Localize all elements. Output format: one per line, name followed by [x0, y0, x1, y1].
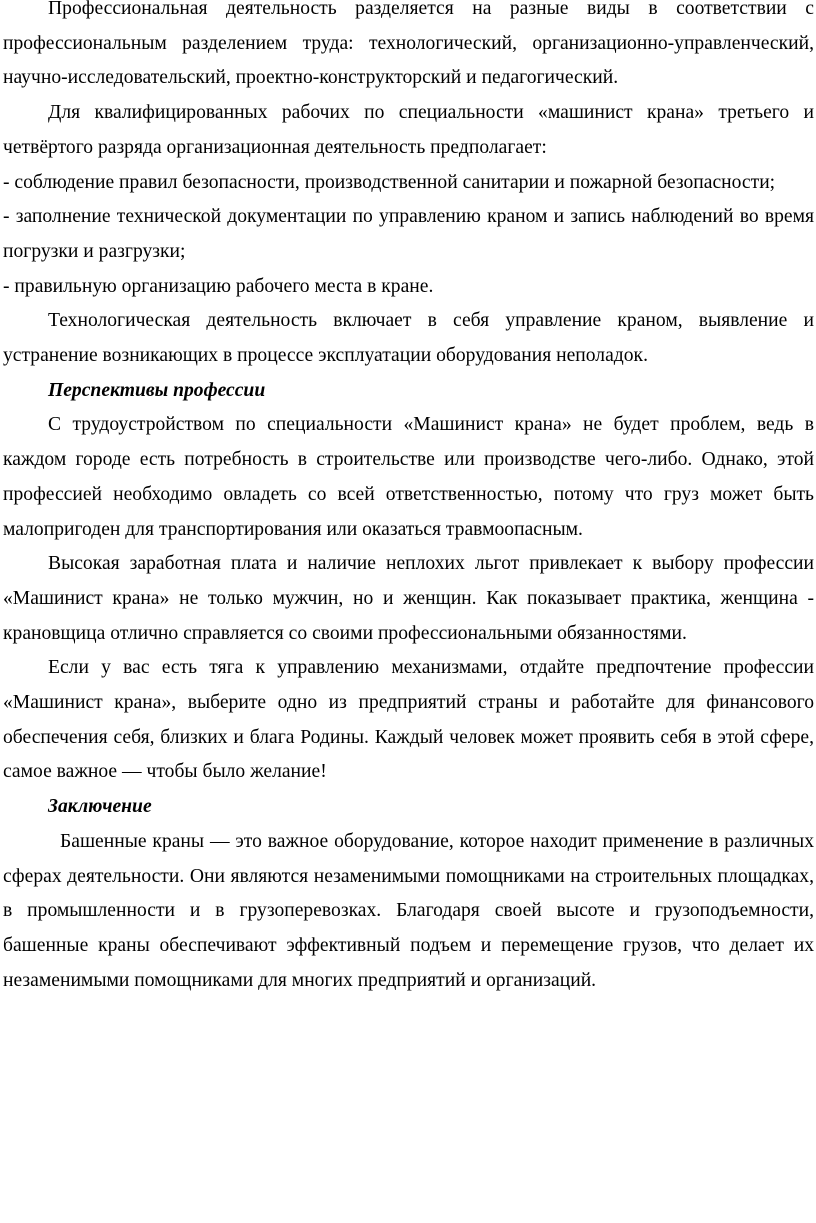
list-item-safety: - соблюдение правил безопасности, производственной санитарии и пожарной безопасности; [3, 171, 776, 193]
paragraph-preference: Если у вас есть тяга к управлению механизмами, отдайте предпочтение профессии «Машинист крана», выберите одно из предприятий страны и работайте для финансового обеспечения себя, близких и блага Родины. Каждый человек может проявить себя в этой сфере, самое важное — чтобы было желание! [3, 657, 814, 783]
paragraph-salary: Высокая заработная плата и наличие неплохих льгот привлекает к выбору профессии «Машинист крана» не только мужчин, но и женщин. Как показывает практика, женщина - крановщица отлично справляется со своими профессиональными обязанностями. [3, 553, 814, 644]
list-item-documentation: - заполнение технической документации по управлению краном и запись наблюдений во время погрузки и разгрузки; [3, 206, 814, 262]
heading-prospects: Перспективы профессии [48, 379, 266, 401]
paragraph-organizational-activity: Для квалифицированных рабочих по специальности «машинист крана» третьего и четвёртого разряда организационная деятельность предполагает: [3, 102, 814, 158]
paragraph-activity-types: Профессиональная деятельность разделяется на разные виды в соответствии с профессиональным разделением труда: технологический, организационно-управленческий, научно-исследовательский, проектно-конструкторский и педагогический. [3, 0, 814, 89]
paragraph-technological-activity: Технологическая деятельность включает в себя управление краном, выявление и устранение возникающих в процессе эксплуатации оборудования неполадок. [3, 310, 814, 367]
paragraph-employment: С трудоустройством по специальности «Машинист крана» не будет проблем, ведь в каждом городе есть потребность в строительстве или производстве чего-либо. Однако, этой профессией необходимо овладеть со всей ответственностью, потому что груз может быть малопригоден для транспортирования или оказаться травмоопасным. [3, 414, 814, 540]
list-item-workplace: - правильную организацию рабочего места в кране. [3, 275, 434, 297]
paragraph-conclusion: Башенные краны — это важное оборудование, которое находит применение в различных сферах деятельности. Они являются незаменимыми помощниками на строительных площадках, в промышленности и в грузоперевозках. Благодаря своей высоте и грузоподъемности, башенные краны обеспечивают эффективный подъем и перемещение грузов, что делает их незаменимыми помощниками для многих предприятий и организаций. [3, 830, 814, 991]
heading-conclusion: Заключение [48, 796, 152, 818]
